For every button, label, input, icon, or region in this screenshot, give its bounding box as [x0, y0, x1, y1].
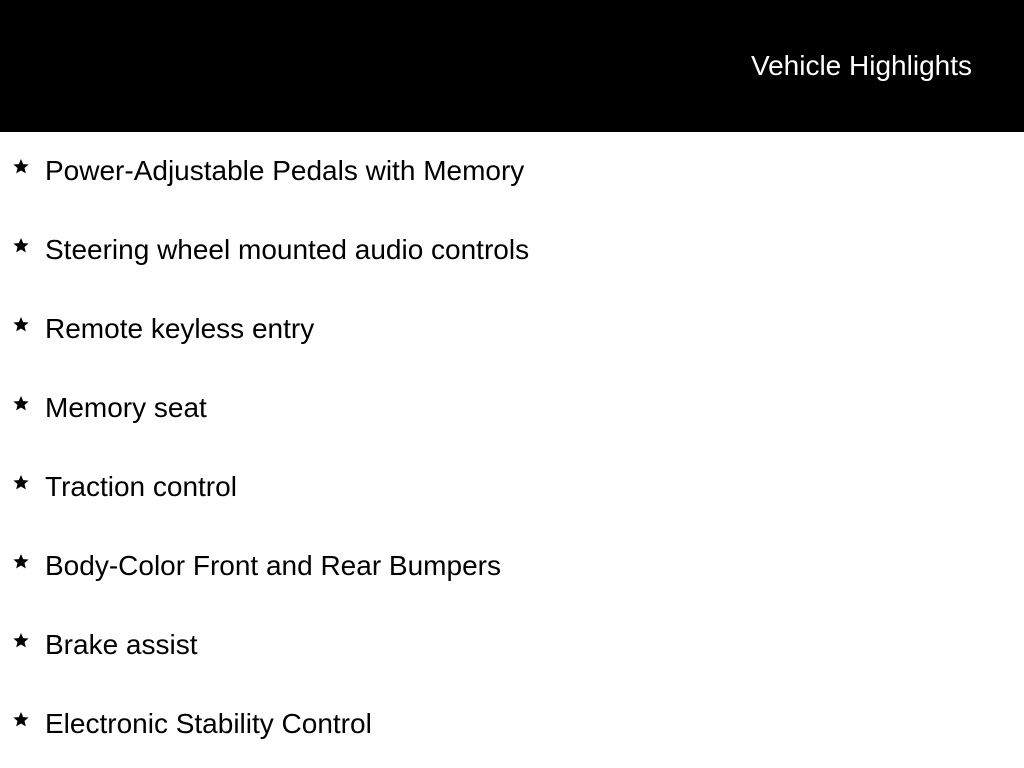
list-item-label: Power-Adjustable Pedals with Memory — [45, 155, 525, 186]
star-icon — [11, 552, 31, 572]
page-title: Vehicle Highlights — [750, 50, 972, 81]
list-item — [0, 527, 1024, 606]
list-item — [0, 290, 1024, 369]
list-item — [0, 132, 1024, 211]
list-item-label: Steering wheel mounted audio controls — [45, 234, 530, 265]
star-icon — [11, 315, 31, 335]
list-item — [0, 685, 1024, 764]
list-item — [0, 369, 1024, 448]
list-item — [0, 448, 1024, 527]
list-item — [0, 211, 1024, 290]
star-icon — [11, 157, 31, 177]
list-item — [0, 606, 1024, 685]
list-item-label: Brake assist — [45, 629, 198, 660]
list-item-label: Electronic Stability Control — [45, 708, 372, 739]
vehicle-highlights-list — [0, 132, 1024, 764]
list-item-label: Remote keyless entry — [45, 313, 315, 344]
star-icon — [11, 236, 31, 256]
star-icon — [11, 473, 31, 493]
list-item-label: Memory seat — [45, 392, 207, 423]
star-icon — [11, 631, 31, 651]
list-item-label: Body-Color Front and Rear Bumpers — [45, 550, 501, 581]
header-bar — [0, 0, 1024, 132]
star-icon — [11, 394, 31, 414]
star-icon — [11, 710, 31, 730]
list-item-label: Traction control — [45, 471, 237, 502]
